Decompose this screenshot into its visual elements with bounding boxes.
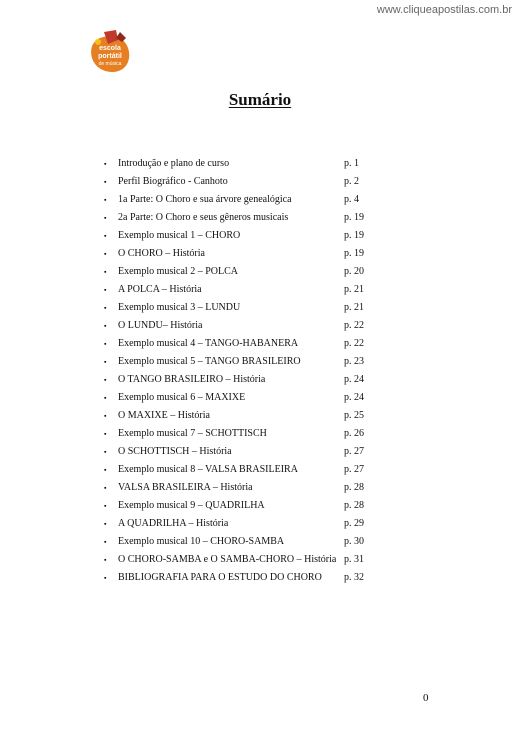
- toc-entry: [104, 281, 374, 299]
- toc-entry-label: O MAXIXE – História: [118, 410, 210, 421]
- toc-entry-page: p. 2: [344, 176, 359, 187]
- toc-entry-page: p. 22: [344, 338, 364, 349]
- toc-entry: [104, 371, 374, 389]
- toc-entry-page: p. 20: [344, 266, 364, 277]
- toc-entry-page: p. 24: [344, 392, 364, 403]
- toc-entry-label: O TANGO BRASILEIRO – História: [118, 374, 266, 385]
- toc-entry: [104, 245, 374, 263]
- toc-entry-label: Introdução e plano de curso: [118, 158, 230, 169]
- toc-entry-label: O SCHOTTISCH – História: [118, 446, 232, 457]
- toc-entry-label: A POLCA – História: [118, 284, 202, 295]
- toc-entry-page: p. 22: [344, 320, 364, 331]
- bullet-icon: ▪: [104, 286, 107, 294]
- toc-entry-page: p. 29: [344, 518, 364, 529]
- escola-portatil-logo: [86, 28, 134, 74]
- bullet-icon: ▪: [104, 556, 107, 564]
- bullet-icon: ▪: [104, 412, 107, 420]
- page-number: 0: [423, 692, 429, 704]
- site-url: www.cliqueapostilas.com.br: [376, 4, 512, 16]
- toc-entry-page: p. 19: [344, 230, 364, 241]
- toc-entry-page: p. 27: [344, 446, 364, 457]
- toc-entry-label: Perfil Biográfico - Canhoto: [118, 176, 228, 187]
- toc-entry: [104, 335, 374, 353]
- bullet-icon: ▪: [104, 394, 107, 402]
- toc-entry-label: Exemplo musical 8 – VALSA BRASILEIRA: [118, 464, 298, 475]
- toc-entry-page: p. 4: [344, 194, 359, 205]
- bullet-icon: ▪: [104, 304, 107, 312]
- toc-entry-label: Exemplo musical 7 – SCHOTTISCH: [118, 428, 267, 439]
- bullet-icon: ▪: [104, 196, 107, 204]
- bullet-icon: ▪: [104, 448, 107, 456]
- toc-entry-label: Exemplo musical 6 – MAXIXE: [118, 392, 246, 403]
- bullet-icon: ▪: [104, 502, 107, 510]
- toc-entry-page: p. 21: [344, 302, 364, 313]
- toc-entry: [104, 443, 374, 461]
- bullet-icon: ▪: [104, 574, 107, 582]
- toc-entry-page: p. 31: [344, 554, 364, 565]
- bullet-icon: ▪: [104, 358, 107, 366]
- toc-entry-label: O LUNDU– História: [118, 320, 203, 331]
- toc-entry-page: p. 19: [344, 248, 364, 259]
- toc-entry: [104, 317, 374, 335]
- toc-entry-page: p. 32: [344, 572, 364, 583]
- svg-text:de música: de música: [98, 61, 122, 67]
- toc-entry-page: p. 28: [344, 482, 364, 493]
- toc-entry-label: BIBLIOGRAFIA PARA O ESTUDO DO CHORO: [118, 572, 322, 583]
- toc-entry-label: Exemplo musical 1 – CHORO: [118, 230, 241, 241]
- toc-entry-label: O CHORO – História: [118, 248, 205, 259]
- toc-entry: [104, 425, 374, 443]
- toc-entry-page: p. 26: [344, 428, 364, 439]
- toc-entry-page: p. 28: [344, 500, 364, 511]
- bullet-icon: ▪: [104, 214, 107, 222]
- toc-entry: [104, 479, 374, 497]
- toc-entry-label: Exemplo musical 10 – CHORO-SAMBA: [118, 536, 285, 547]
- toc-entry: [104, 389, 374, 407]
- toc-entry: [104, 263, 374, 281]
- toc-entry: [104, 569, 374, 587]
- bullet-icon: ▪: [104, 466, 107, 474]
- toc-entry: [104, 353, 374, 371]
- bullet-icon: ▪: [104, 178, 107, 186]
- bullet-icon: ▪: [104, 484, 107, 492]
- toc-entry-page: p. 24: [344, 374, 364, 385]
- toc-entry-page: p. 1: [344, 158, 359, 169]
- toc-entry: [104, 515, 374, 533]
- toc-entry: [104, 209, 374, 227]
- toc-entry: [104, 191, 374, 209]
- bullet-icon: ▪: [104, 250, 107, 258]
- toc-entry-label: A QUADRILHA – História: [118, 518, 229, 529]
- bullet-icon: ▪: [104, 430, 107, 438]
- toc-entry-page: p. 27: [344, 464, 364, 475]
- toc-entry: [104, 155, 374, 173]
- toc-entry-label: 2a Parte: O Choro e seus gêneros musicais: [118, 212, 289, 223]
- toc-entry-page: p. 25: [344, 410, 364, 421]
- toc-entry-label: Exemplo musical 5 – TANGO BRASILEIRO: [118, 356, 301, 367]
- bullet-icon: ▪: [104, 340, 107, 348]
- bullet-icon: ▪: [104, 232, 107, 240]
- toc-entry-page: p. 21: [344, 284, 364, 295]
- bullet-icon: ▪: [104, 268, 107, 276]
- bullet-icon: ▪: [104, 322, 107, 330]
- toc-entry-page: p. 23: [344, 356, 364, 367]
- toc-entry: [104, 551, 374, 569]
- toc-entry-label: Exemplo musical 3 – LUNDU: [118, 302, 241, 313]
- toc-entry: [104, 173, 374, 191]
- bullet-icon: ▪: [104, 160, 107, 168]
- toc-entry-label: VALSA BRASILEIRA – História: [118, 482, 253, 493]
- bullet-icon: ▪: [104, 520, 107, 528]
- toc-entry-label: 1a Parte: O Choro e sua árvore genealógica: [118, 194, 292, 205]
- svg-text:escola: escola: [99, 45, 121, 52]
- toc-entry-label: Exemplo musical 2 – POLCA: [118, 266, 238, 277]
- toc-entry: [104, 227, 374, 245]
- bullet-icon: ▪: [104, 376, 107, 384]
- toc-entry-label: Exemplo musical 9 – QUADRILHA: [118, 500, 265, 511]
- bullet-icon: ▪: [104, 538, 107, 546]
- toc-entry-page: p. 30: [344, 536, 364, 547]
- toc-entry: [104, 497, 374, 515]
- page-title: Sumário: [228, 90, 292, 109]
- toc-entry-label: O CHORO-SAMBA e O SAMBA-CHORO – História: [118, 554, 337, 565]
- toc-entry-label: Exemplo musical 4 – TANGO-HABANERA: [118, 338, 299, 349]
- toc-entry: [104, 407, 374, 425]
- svg-text:portátil: portátil: [98, 53, 122, 60]
- table-of-contents: [104, 155, 374, 587]
- toc-entry: [104, 299, 374, 317]
- toc-entry: [104, 533, 374, 551]
- toc-entry: [104, 461, 374, 479]
- toc-entry-page: p. 19: [344, 212, 364, 223]
